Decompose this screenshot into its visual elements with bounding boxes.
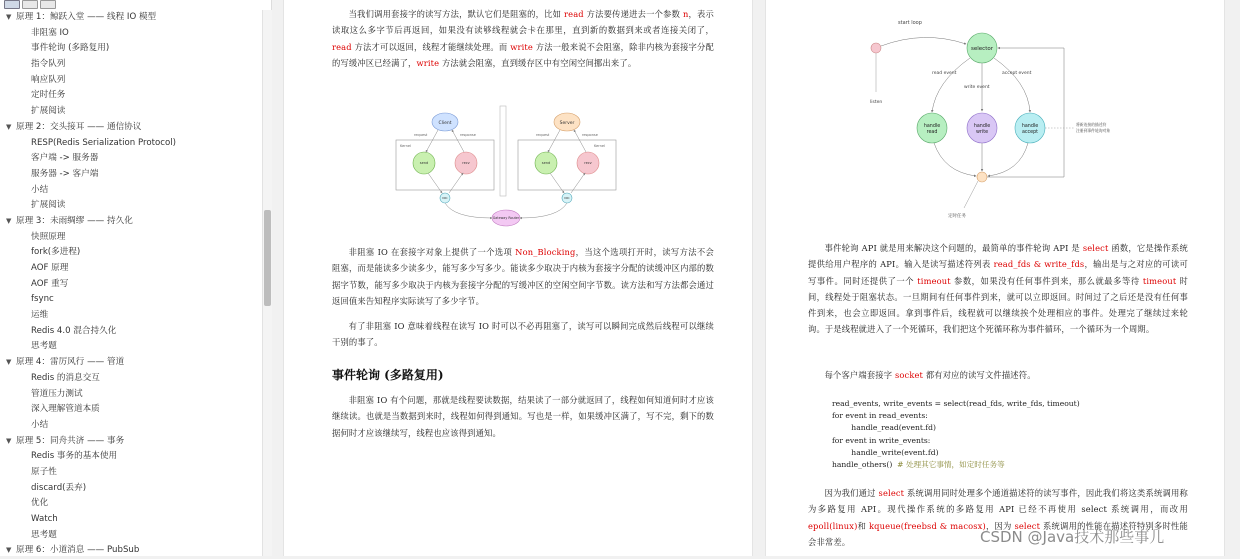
outline-item[interactable] (0, 418, 271, 434)
outline-label: 响应队列 (31, 74, 66, 85)
thumbnail-view-icon[interactable] (4, 0, 20, 9)
text-run: 方法要传递进去一个参数 (583, 9, 683, 19)
outline-label: 原理 4：雷厉风行 —— 管道 (16, 357, 125, 368)
expand-caret-icon[interactable]: ▼ (6, 436, 12, 445)
left-nic-label: NIC (442, 196, 448, 200)
start-loop-label: start loop (898, 20, 922, 26)
outline-item[interactable] (0, 88, 271, 104)
text-run: 当我们调用套接字的读写方法，默认它们是阻塞的，比如 (348, 9, 565, 19)
outline-label: fsync (31, 294, 54, 305)
client-node-label: Client (438, 121, 452, 126)
handle-write-label: handle (973, 124, 991, 129)
event-loop-diagram (864, 12, 1111, 222)
left-request-label: request (414, 133, 428, 137)
sidebar-scroll-thumb[interactable] (264, 210, 271, 306)
text-run: 非阻塞 IO 在套接字对象上提供了一个选项 (348, 247, 516, 257)
outline-item[interactable] (0, 387, 271, 403)
code-term: write (416, 57, 440, 68)
text-run: ，输出是与之对应的可读可写事件。同时还提供了一个 (808, 259, 1188, 286)
document-page-right (765, 0, 1225, 556)
outline-label: fork(多进程) (31, 247, 81, 258)
outline-label: Redis 事务的基本使用 (31, 451, 118, 462)
attachment-view-icon[interactable] (40, 0, 56, 9)
text-run: 因为我们通过 (824, 488, 879, 498)
read-event-label: read event (932, 71, 957, 76)
text-run: 和 (857, 520, 869, 531)
expand-caret-icon[interactable]: ▼ (6, 13, 12, 21)
outline-label: Watch (31, 514, 58, 524)
outline-label: 原理 6：小道消息 —— PubSub (16, 545, 140, 556)
text-run: 参数，如果没有任何事件到来，那么就最多等待 (950, 275, 1143, 286)
code-term: n (682, 9, 689, 19)
text-run: 函数，它是操作系统提供给用户程序的 API。输入是读写描述符列表 (808, 243, 1188, 270)
outline-label: 指令队列 (31, 59, 66, 70)
code-term: timeout (917, 275, 951, 286)
outline-item[interactable] (0, 277, 271, 293)
outline-item[interactable] (0, 339, 271, 355)
code-term: read_fds & write_fds (993, 259, 1085, 270)
code-term: select (1082, 243, 1109, 253)
outline-label: 原理 1：鲸跃入堂 —— 线程 IO 模型 (16, 12, 157, 22)
outline-item[interactable] (0, 481, 271, 497)
section-heading-event-loop: 事件轮询 (多路复用) (332, 368, 444, 382)
code-term: Non_Blocking (515, 247, 576, 257)
outline-item[interactable] (0, 57, 271, 73)
outline-chapter[interactable] (0, 120, 271, 136)
text-run: ，因为 (985, 520, 1015, 531)
write-event-label: write event (964, 85, 990, 90)
expand-caret-icon[interactable]: ▼ (6, 216, 12, 225)
outline-label: 原理 3：未雨绸缪 —— 持久化 (16, 215, 133, 226)
csdn-watermark: CSDN @Java技术那些事儿 (980, 528, 1165, 546)
outline-label: 扩展阅读 (31, 106, 66, 117)
outline-item[interactable] (0, 449, 271, 465)
select-code-block (832, 398, 1080, 471)
outline-label: AOF 原理 (31, 263, 69, 273)
left-kernel-label: Kernel (400, 144, 411, 148)
outline-label: RESP(Redis Serialization Protocol) (31, 137, 176, 148)
outline-label: Redis 4.0 混合持久化 (31, 325, 117, 336)
outline-list (0, 10, 271, 559)
text-run: 时间，线程处于阻塞状态。一旦期间有任何事件到来，就可以立即返回。时间过了之后还是没有任何事件到来，也会立即返回。拿到事件后，线程就可以继续挨个处理相应的事件。处理完了继续过来轮询。于是线程就进入了一个死循环，我们把这个死循环称为事件循环，一个循环为一个周期。 (808, 275, 1188, 335)
outline-item[interactable] (0, 41, 271, 57)
text-run: 有了非阻塞 IO 意味着线程在读写 IO 时可以不必再阻塞了，读写可以瞬间完成然后线程可以继续干别的事了。 (332, 321, 714, 348)
outline-item[interactable] (0, 198, 271, 214)
code-term: select (878, 488, 905, 498)
text-run: 方法一般来说不会阻塞，除非内核为套接字分配的写缓冲区已经满了， (332, 41, 714, 68)
right-recv-buffer-label: recv (584, 161, 592, 165)
outline-label: 定时任务 (31, 90, 66, 101)
gateway-router-label: Gateway Router (492, 216, 520, 220)
paragraph-non-blocking-io (332, 244, 714, 309)
server-node-label: Server (559, 121, 575, 126)
expand-caret-icon[interactable]: ▼ (6, 122, 12, 131)
text-run: 非阻塞 IO 有个问题，那就是线程要读数据，结果读了一部分就返回了，线程如何知道何时才应该继续读。也就是当数据到来时，线程如何得到通知。写也是一样，如果缓冲区满了，写不完，剩下的数据何时才应该继续写，线程也应该得到通知。 (332, 395, 714, 438)
text-run: 事件轮询 API 就是用来解决这个问题的，最简单的事件轮询 API 是 (824, 243, 1083, 253)
right-send-buffer-label: send (541, 161, 551, 165)
expand-caret-icon[interactable]: ▼ (6, 358, 12, 367)
right-kernel-label: Kernel (594, 144, 605, 148)
outline-label: 小结 (31, 419, 49, 430)
outline-item[interactable] (0, 512, 271, 528)
right-request-label: request (536, 133, 550, 137)
right-nic-label: NIC (564, 196, 570, 200)
outline-item[interactable] (0, 528, 271, 544)
handle-accept-label: handle (1021, 124, 1039, 129)
code-comment: # 处理其它事情，如定时任务等 (892, 460, 1005, 470)
outline-label: 思考题 (31, 341, 57, 352)
text-run: 系统调用同时处理多个通道描述符的读写事件，因此我们将这类系统调用称为多路复用 API。现代操作系统的多路复用 API 已经不再使用 select 系统调用，而改用 (808, 488, 1188, 515)
outline-item[interactable] (0, 465, 271, 481)
code-term: timeout (1142, 275, 1177, 286)
outline-item[interactable] (0, 26, 271, 42)
code-term: socket (894, 370, 924, 380)
outline-label: 原理 5：同舟共济 —— 事务 (16, 435, 125, 446)
outline-item[interactable] (0, 73, 271, 89)
selector-node-label: selector (971, 46, 993, 52)
outline-item[interactable] (0, 151, 271, 167)
paragraph-socket-fd (808, 367, 1188, 383)
outline-label: discard(丢弃) (31, 482, 87, 493)
handle-accept-label-2: accept (1021, 130, 1039, 135)
outline-item[interactable] (0, 183, 271, 199)
code-line: for event in read_events: (832, 411, 928, 421)
code-term: epoll(linux) (808, 520, 858, 531)
outline-label: Redis 的消息交互 (31, 372, 100, 383)
outline-item[interactable] (0, 104, 271, 120)
text-run: 系统调用的性能在描述符特别多时性能会非常差。 (808, 520, 1188, 547)
outline-label: 客户端 -> 服务器 (31, 153, 99, 164)
outline-item[interactable] (0, 324, 271, 340)
accept-note-line2: 注册到事件轮询对象 (1076, 128, 1111, 133)
handle-write-label-2: write (975, 130, 989, 135)
outline-label: 优化 (31, 498, 49, 509)
paragraph-non-blocking-summary (332, 318, 714, 351)
text-run: 方法就会阻塞，直到缓存区中有空闲空间挪出来了。 (439, 57, 637, 68)
accept-event-label: accept event (1002, 71, 1032, 76)
outline-item[interactable] (0, 136, 271, 152)
timer-task-label: 定时任务 (948, 214, 966, 219)
outline-label: 事件轮询 (多路复用) (31, 43, 110, 54)
text-run: ，表示读取这么多字节后再返回，如果没有读够线程就会卡在那里，直到新的数据到来或者连接关闭了， (332, 9, 714, 36)
code-line: for event in write_events: (832, 435, 931, 445)
code-term: read (332, 41, 352, 52)
outline-chapter[interactable] (0, 214, 271, 230)
code-line: handle_write(event.fd) (832, 447, 939, 457)
paragraph-select-api (808, 240, 1188, 338)
socket-buffer-diagram (394, 106, 624, 234)
outline-label: 快照原理 (31, 231, 66, 242)
outline-label: 非阻塞 IO (31, 27, 69, 38)
sidebar-toolbar (0, 0, 271, 10)
outline-item[interactable] (0, 402, 271, 418)
outline-chapter[interactable] (0, 543, 271, 559)
outline-label: 原子性 (31, 466, 57, 477)
code-term: write (510, 41, 533, 52)
right-response-label: response (582, 133, 598, 137)
handle-read-label-2: read (926, 130, 938, 135)
text-run: ，当这个选项打开时，读写方法不会阻塞，而是能读多少读多少，能写多少写多少。能读多少取决于内核为套接字分配的读缓冲区内部的数据字节数，能写多少取决于内核为套接字分配的写缓冲区的空闲空间字节数。读方法和写方法都会通过返回值来告知程序实际读写了多少字节。 (332, 247, 714, 306)
expand-caret-icon[interactable]: ▼ (6, 546, 12, 555)
code-line: handle_read(event.fd) (832, 423, 936, 433)
text-run: 方法才可以返回，线程才能继续处理。而 (351, 41, 511, 52)
left-recv-buffer-label: recv (462, 161, 470, 165)
left-response-label: response (460, 133, 476, 137)
outline-label: 思考题 (31, 529, 57, 540)
handle-read-label: handle (923, 124, 941, 129)
outline-chapter[interactable] (0, 434, 271, 450)
outline-label: AOF 重写 (31, 278, 69, 289)
outline-item[interactable] (0, 261, 271, 277)
outline-item[interactable] (0, 308, 271, 324)
outline-sidebar (0, 0, 272, 556)
accept-note-line1: 将新连接的描述符 (1076, 122, 1107, 127)
outline-label: 深入理解管道本质 (31, 404, 100, 415)
text-run: 都有对应的读写文件描述符。 (923, 370, 1036, 380)
outline-label: 运维 (31, 310, 49, 321)
outline-label: 小结 (31, 184, 49, 195)
outline-view-icon[interactable] (22, 0, 38, 9)
code-term: kqueue(freebsd & macosx) (869, 520, 986, 531)
sidebar-scrollbar[interactable] (262, 10, 272, 556)
paragraph-blocking-io (332, 6, 714, 71)
left-send-buffer-label: send (419, 161, 429, 165)
outline-item[interactable] (0, 496, 271, 512)
outline-label: 管道压力测试 (31, 388, 83, 399)
outline-item[interactable] (0, 167, 271, 183)
outline-item[interactable] (0, 371, 271, 387)
outline-chapter[interactable] (0, 10, 271, 26)
code-line: read_events, write_events = select(read_fds, write_fds, timeout) (832, 399, 1080, 408)
outline-item[interactable] (0, 230, 271, 246)
outline-item[interactable] (0, 245, 271, 261)
paragraph-event-polling-problem (332, 392, 714, 441)
outline-item[interactable] (0, 292, 271, 308)
text-run: 每个客户端套接字 (824, 370, 895, 380)
code-line: handle_others() # 处理其它事情，如定时任务等 (832, 460, 1005, 470)
outline-label: 原理 2：交头接耳 —— 通信协议 (16, 121, 142, 132)
outline-chapter[interactable] (0, 355, 271, 371)
code-term: select (1014, 520, 1041, 531)
code-term: read (564, 9, 584, 19)
document-page-left (283, 0, 753, 556)
outline-label: 服务器 -> 客户端 (31, 168, 99, 179)
listen-label: listen (870, 100, 883, 105)
outline-label: 扩展阅读 (31, 200, 66, 211)
